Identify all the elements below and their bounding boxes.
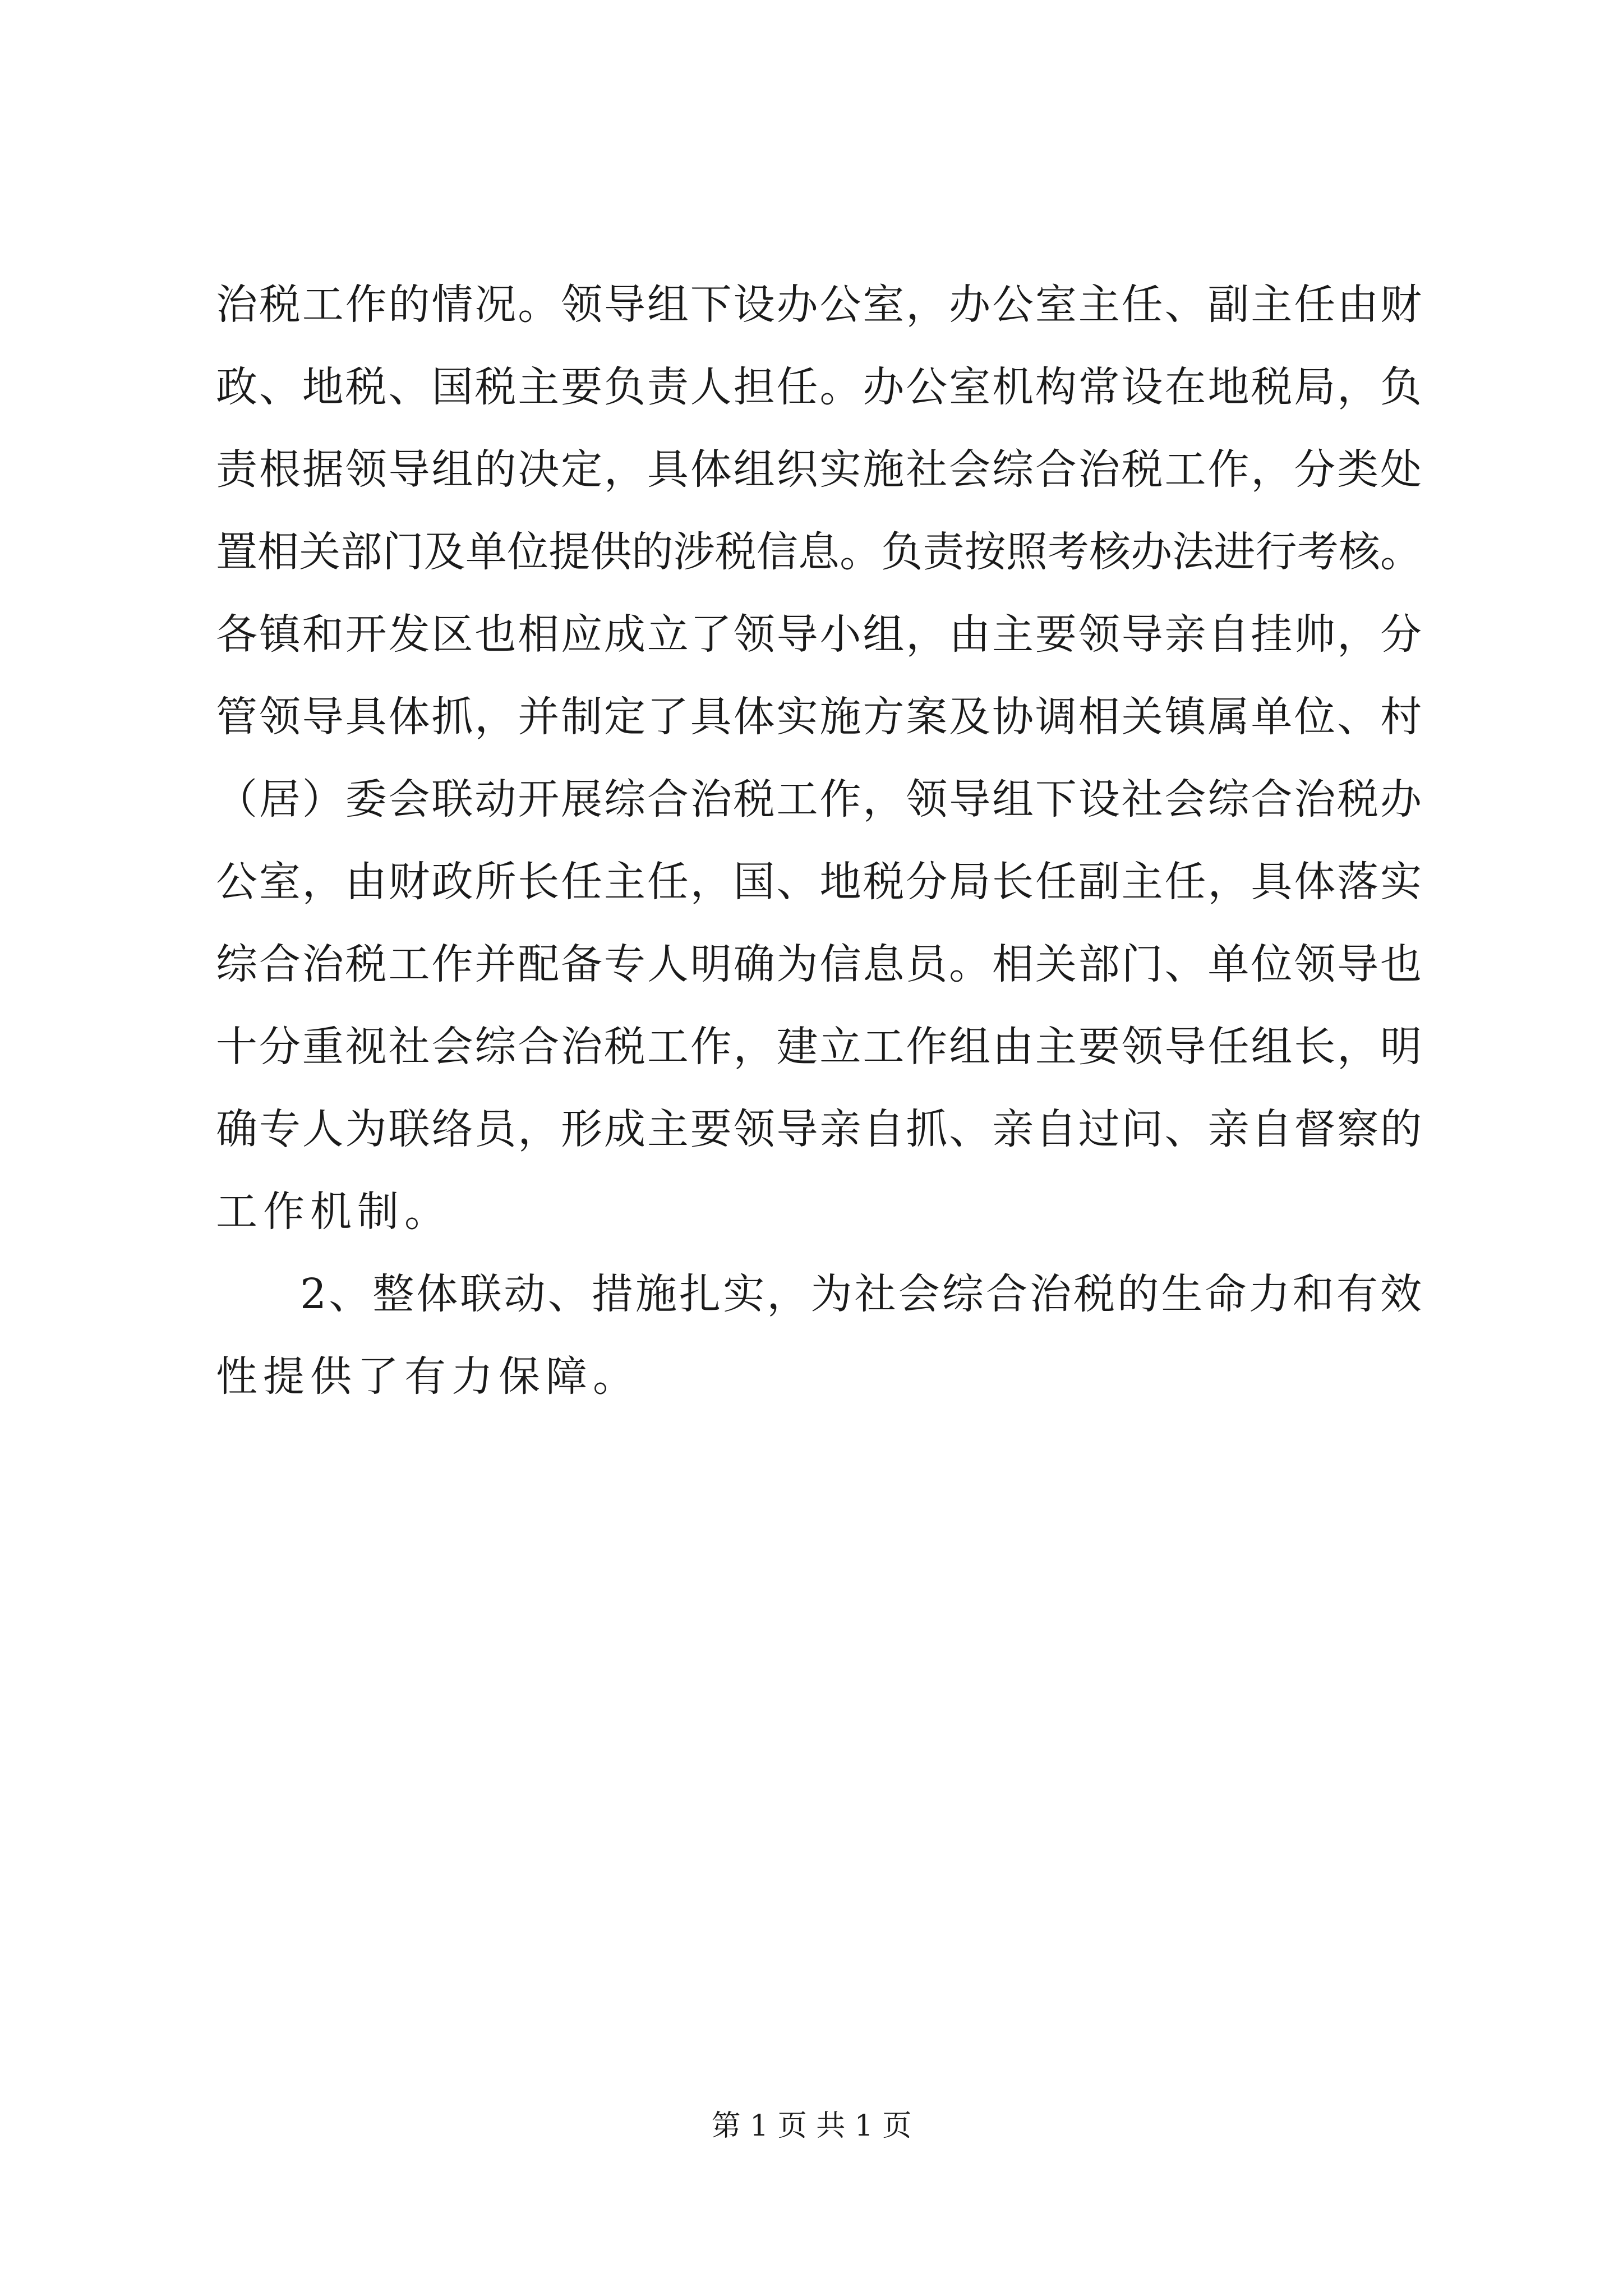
- text-line: 工作机制。: [216, 1188, 451, 1236]
- text-line: 各镇和开发区也相应成立了领导小组，由主要领导亲自挂帅，分: [216, 610, 1422, 659]
- paragraph-2-line: 2、整体联动、措施扎实，为社会综合治税的生命力和有效: [300, 1270, 1422, 1318]
- text-line: 综合治税工作并配备专人明确为信息员。相关部门、单位领导也: [216, 940, 1422, 988]
- text-line: 确专人为联络员，形成主要领导亲自抓、亲自过问、亲自督察的: [216, 1105, 1422, 1153]
- text-line: 置相关部门及单位提供的涉税信息。负责按照考核办法进行考核。: [216, 528, 1422, 576]
- text-line: 政、地税、国税主要负责人担任。办公室机构常设在地税局，负: [216, 363, 1422, 411]
- text-line: 责根据领导组的决定，具体组织实施社会综合治税工作，分类处: [216, 445, 1422, 494]
- text-line: 治税工作的情况。领导组下设办公室，办公室主任、副主任由财: [216, 280, 1422, 329]
- text-line: （居）委会联动开展综合治税工作，领导组下设社会综合治税办: [216, 775, 1422, 823]
- text-line: 公室，由财政所长任主任，国、地税分局长任副主任，具体落实: [216, 858, 1422, 906]
- paragraph-2-line: 性提供了有力保障。: [216, 1352, 640, 1401]
- page-footer: 第 1 页 共 1 页: [711, 2109, 912, 2143]
- body-text: [216, 264, 1422, 1418]
- text-line: 十分重视社会综合治税工作，建立工作组由主要领导任组长，明: [216, 1023, 1422, 1071]
- text-line: 管领导具体抓，并制定了具体实施方案及协调相关镇属单位、村: [216, 693, 1422, 741]
